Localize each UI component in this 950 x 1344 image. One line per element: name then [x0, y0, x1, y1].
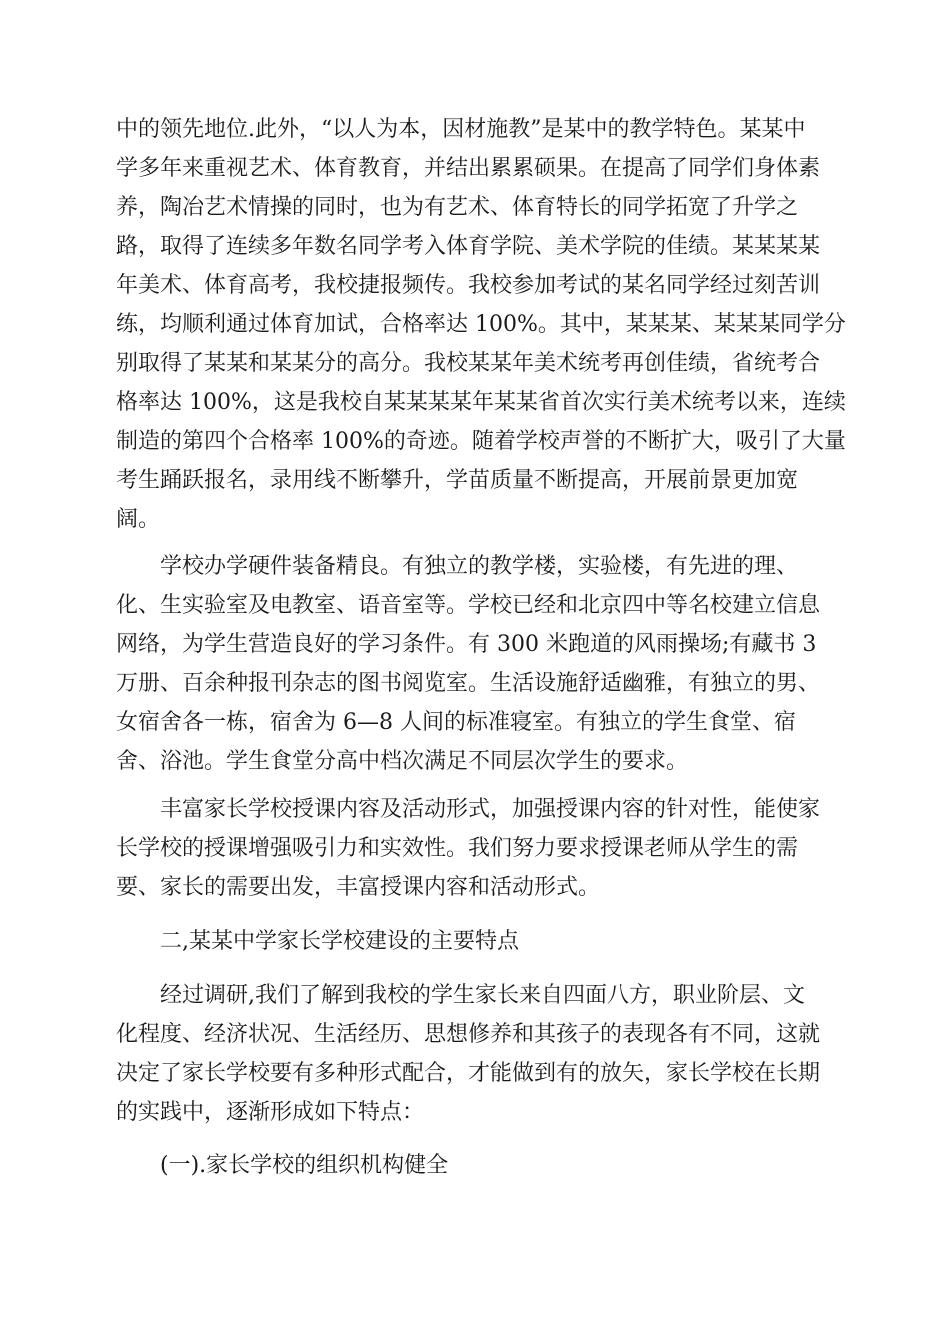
text-line: 化、生实验室及电教室、语音室等。学校已经和北京四中等名校建立信息: [116, 593, 821, 618]
text-line: 路，取得了连续多年数名同学考入体育学院、美术学院的佳绩。某某某某: [116, 234, 821, 259]
text-line: 舍、浴池。学生食堂分高中档次满足不同层次学生的要求。: [116, 749, 689, 774]
text-line: 练，均顺利通过体育加试，合格率达 100%。其中，某某某、某某某同学分: [116, 312, 846, 337]
text-line: 万册、百余种报刊杂志的图书阅览室。生活设施舒适幽雅，有独立的男、: [116, 671, 821, 696]
text-line: 女宿舍各一栋，宿舍为 6—8 人间的标准寝室。有独立的学生食堂、宿: [116, 710, 796, 735]
text-line: 要、家长的需要出发，丰富授课内容和活动形式。: [116, 875, 601, 900]
text-line: 网络，为学生营造良好的学习条件。有 300 米跑道的风雨操场;有藏书 3: [116, 632, 817, 657]
text-line: 经过调研,我们了解到我校的学生家长来自四面八方，职业阶层、文: [160, 983, 805, 1008]
text-line: 阔。: [116, 507, 161, 532]
text-line: 年美术、体育高考，我校捷报频传。我校参加考试的某名同学经过刻苦训: [116, 273, 821, 298]
text-line: 学校办学硬件装备精良。有独立的教学楼，实验楼，有先进的理、: [160, 554, 799, 579]
text-line: 制造的第四个合格率 100%的奇迹。随着学校声誉的不断扩大，吸引了大量: [116, 429, 846, 454]
text-line: 别取得了某某和某某分的高分。我校某某年美术统考再创佳绩，省统考合: [116, 351, 821, 376]
subsection-heading-text: (一).家长学校的组织机构健全: [160, 1153, 449, 1178]
text-line: 决定了家长学校要有多种形式配合，才能做到有的放矢，家长学校在长期: [116, 1061, 821, 1086]
text-line: 养，陶冶艺术情操的同时，也为有艺术、体育特长的同学拓宽了升学之: [116, 195, 799, 220]
section-heading-text: 二,某某中学家长学校建设的主要特点: [160, 929, 519, 954]
text-line: 考生踊跃报名，录用线不断攀升，学苗质量不断提高，开展前景更加宽: [116, 468, 799, 493]
text-line: 格率达 100%，这是我校自某某某某年某某省首次实行美术统考以来，连续: [116, 390, 846, 415]
text-line: 的实践中，逐渐形成如下特点：: [116, 1100, 425, 1125]
text-line: 化程度、经济状况、生活经历、思想修养和其孩子的表现各有不同，这就: [116, 1022, 821, 1047]
text-line: 长学校的授课增强吸引力和实效性。我们努力要求授课老师从学生的需: [116, 836, 799, 861]
text-line: 中的领先地位.此外，“以人为本，因材施教”是某中的教学特色。某某中: [116, 117, 806, 142]
text-line: 丰富家长学校授课内容及活动形式，加强授课内容的针对性，能使家: [160, 797, 821, 822]
text-line: 学多年来重视艺术、体育教育，并结出累累硕果。在提高了同学们身体素: [116, 156, 821, 181]
